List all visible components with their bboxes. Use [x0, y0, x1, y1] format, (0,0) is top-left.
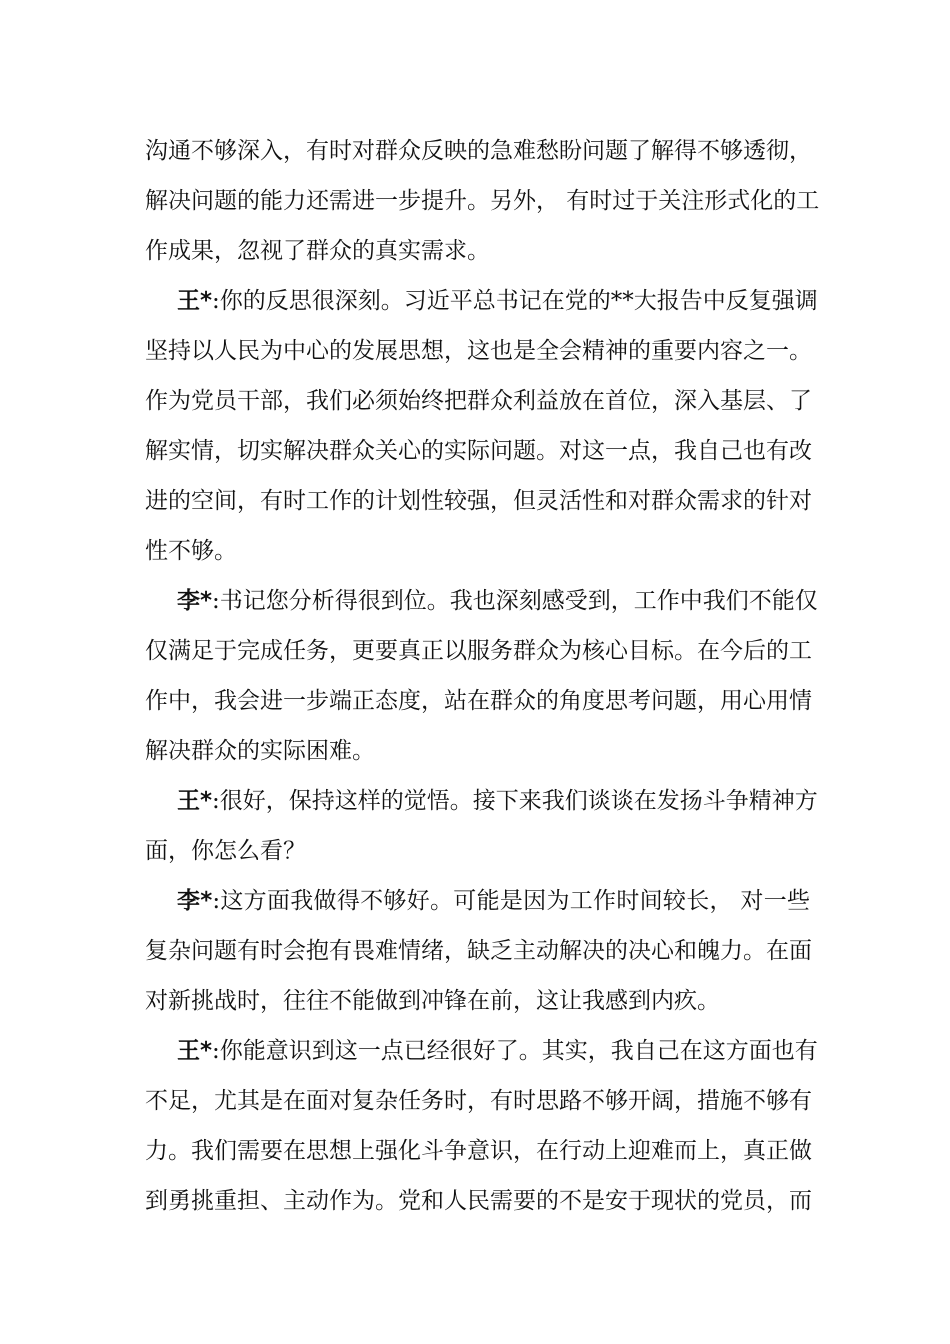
text-line: 仅满足于完成任务，更要真正以服务群众为核心目标。在今后的工	[145, 638, 812, 664]
text-line: 沟通不够深入，有时对群众反映的急难愁盼问题了解得不够透彻，	[145, 138, 812, 164]
paragraph	[145, 1026, 818, 1226]
speaker-name: 王*	[177, 288, 213, 314]
text-line: 作中，我会进一步端正态度，站在群众的角度思考问题，用心用情	[145, 688, 812, 714]
speaker-name: 李*	[177, 588, 213, 614]
speaker-separator: :	[212, 888, 221, 914]
text-line: 复杂问题有时会抱有畏难情绪，缺乏主动解决的决心和魄力。在面	[145, 938, 812, 964]
text-line-content: 书记您分析得很到位。我也深刻感受到，工作中我们不能仅	[219, 588, 818, 614]
paragraph	[145, 876, 810, 1026]
speaker-separator: :	[212, 788, 220, 814]
text-line	[145, 776, 818, 826]
text-line	[145, 1026, 818, 1076]
text-line	[145, 576, 818, 626]
text-line: 面，你怎么看？	[145, 838, 306, 864]
text-line: 作为党员干部，我们必须始终把群众利益放在首位，深入基层、了	[145, 388, 812, 414]
speaker-separator: :	[212, 588, 220, 614]
text-line: 坚持以人民为中心的发展思想，这也是全会精神的重要内容之一。	[145, 338, 812, 364]
text-line-content: 这方面我做得不够好。可能是因为工作时间较长， 对一些	[220, 888, 811, 914]
text-line: 不足，尤其是在面对复杂任务时，有时思路不够开阔，措施不够有	[145, 1088, 812, 1114]
text-line	[145, 276, 818, 326]
text-line: 解实情，切实解决群众关心的实际问题。对这一点，我自己也有改	[145, 438, 812, 464]
text-line-content: 很好，保持这样的觉悟。接下来我们谈谈在发扬斗争精神方	[219, 788, 818, 814]
text-line: 性不够。	[145, 538, 237, 564]
text-line: 作成果，忽视了群众的真实需求。	[145, 238, 490, 264]
text-line-content: 你能意识到这一点已经很好了。其实，我自己在这方面也有	[219, 1038, 818, 1064]
document-body	[145, 126, 820, 1226]
speaker-name: 王*	[177, 1038, 213, 1064]
speaker-name: 李*	[177, 888, 213, 914]
text-line: 力。我们需要在思想上强化斗争意识，在行动上迎难而上，真正做	[145, 1138, 812, 1164]
speaker-name: 王*	[177, 788, 213, 814]
paragraph	[145, 126, 820, 276]
speaker-separator: :	[212, 1038, 220, 1064]
text-line: 到勇挑重担、主动作为。党和人民需要的不是安于现状的党员，而	[145, 1188, 812, 1214]
text-line: 解决问题的能力还需进一步提升。另外， 有时过于关注形式化的工	[145, 188, 820, 214]
paragraph	[145, 576, 818, 776]
text-line	[145, 876, 810, 926]
paragraph	[145, 776, 818, 876]
text-line: 解决群众的实际困难。	[145, 738, 375, 764]
speaker-separator: :	[212, 288, 220, 314]
text-line: 对新挑战时，往往不能做到冲锋在前，这让我感到内疚。	[145, 988, 720, 1014]
text-line: 进的空间，有时工作的计划性较强，但灵活性和对群众需求的针对	[145, 488, 812, 514]
text-line-content: 你的反思很深刻。习近平总书记在党的**大报告中反复强调	[219, 288, 818, 314]
paragraph	[145, 276, 818, 576]
